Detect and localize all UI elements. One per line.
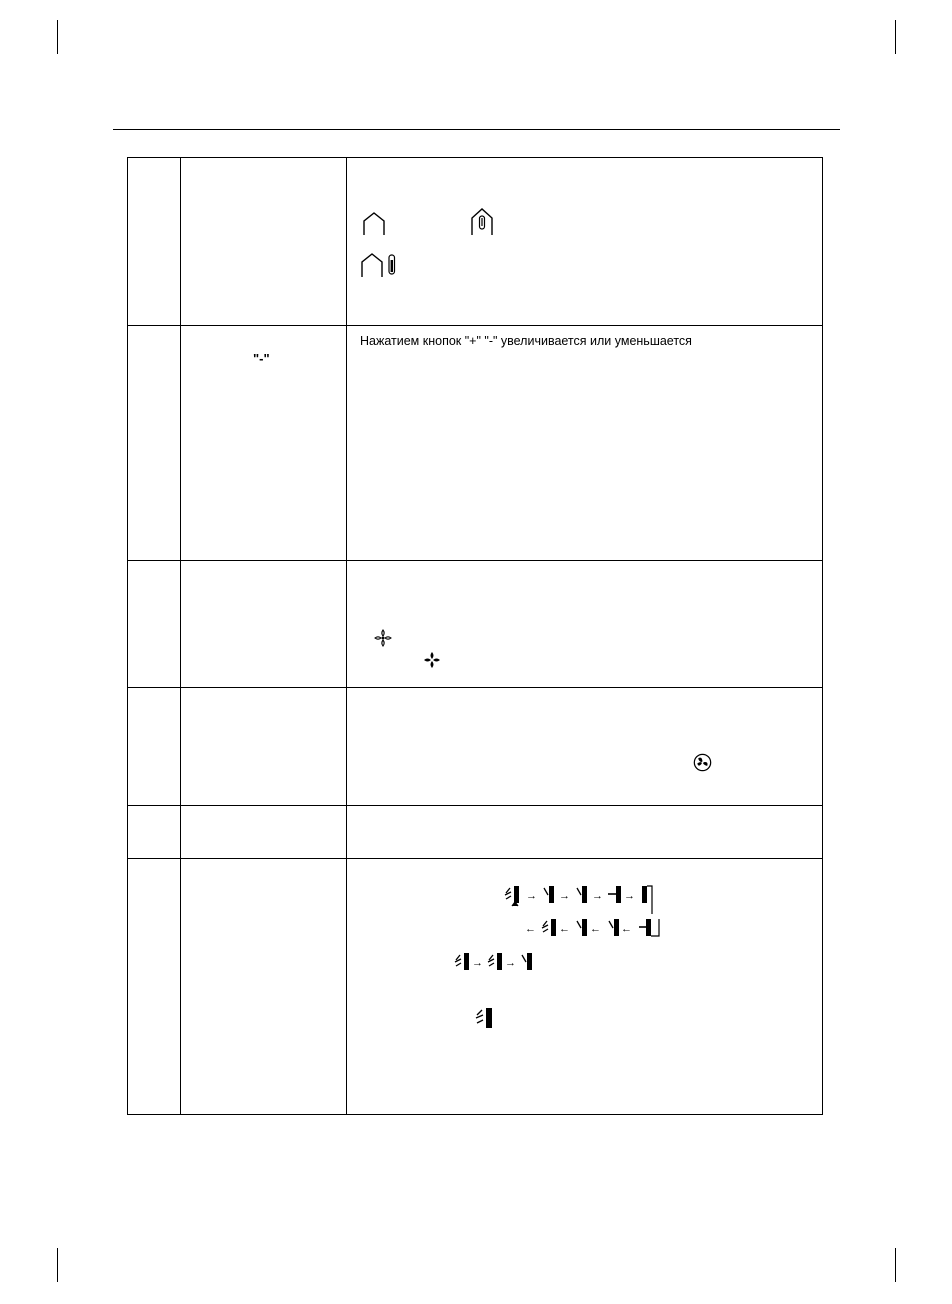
louver-sequence-icon (504, 884, 654, 918)
svg-text:→: → (592, 890, 603, 902)
house-icon (361, 210, 387, 236)
thermometer-in-house-icon (469, 206, 495, 236)
row-number-cell (128, 688, 181, 806)
crop-mark-bottom-right-vertical (895, 1248, 896, 1282)
table-row (128, 561, 823, 688)
row-description-cell (347, 561, 823, 688)
table-row (128, 859, 823, 1115)
row-name-cell (181, 859, 347, 1115)
svg-text:→: → (505, 957, 516, 969)
svg-text:→: → (472, 957, 483, 969)
row-number-cell (128, 859, 181, 1115)
circular-fan-icon (693, 753, 712, 772)
crop-mark-top-right-vertical (895, 20, 896, 54)
row-name-cell (181, 806, 347, 859)
svg-text:←: ← (559, 923, 570, 935)
row-name-cell (181, 158, 347, 326)
svg-text:←: ← (590, 923, 601, 935)
crop-mark-bottom-left-vertical (57, 1248, 58, 1282)
row-name-label: "-" (253, 351, 270, 366)
row-number-cell (128, 806, 181, 859)
row-description-text: Нажатием кнопок "+" "-" увеличивается или уменьшается (360, 334, 692, 348)
row-name-cell (181, 561, 347, 688)
table-row (128, 326, 823, 561)
svg-text:←: ← (525, 923, 536, 935)
fan-icon (373, 628, 393, 648)
row-description-cell (347, 326, 823, 561)
svg-text:→: → (624, 890, 635, 902)
row-description-cell (347, 859, 823, 1115)
svg-text:→: → (526, 890, 537, 902)
svg-text:←: ← (621, 923, 632, 935)
table-row (128, 688, 823, 806)
header-divider-rule (113, 129, 840, 130)
fan-icon-small (423, 651, 441, 669)
svg-text:→: → (559, 890, 570, 902)
table-row (128, 806, 823, 859)
row-description-cell (347, 158, 823, 326)
louver-single-icon (475, 1006, 499, 1032)
louver-sequence-icon-3 (454, 951, 544, 977)
row-number-cell (128, 561, 181, 688)
row-description-cell (347, 688, 823, 806)
louver-sequence-icon-2 (525, 917, 667, 943)
table-row (128, 158, 823, 326)
house-thermometer-icon (359, 250, 401, 278)
row-number-cell (128, 158, 181, 326)
row-name-cell (181, 326, 347, 561)
row-number-cell (128, 326, 181, 561)
row-name-cell (181, 688, 347, 806)
row-description-cell (347, 806, 823, 859)
specification-table (127, 157, 823, 1115)
crop-mark-top-left-vertical (57, 20, 58, 54)
